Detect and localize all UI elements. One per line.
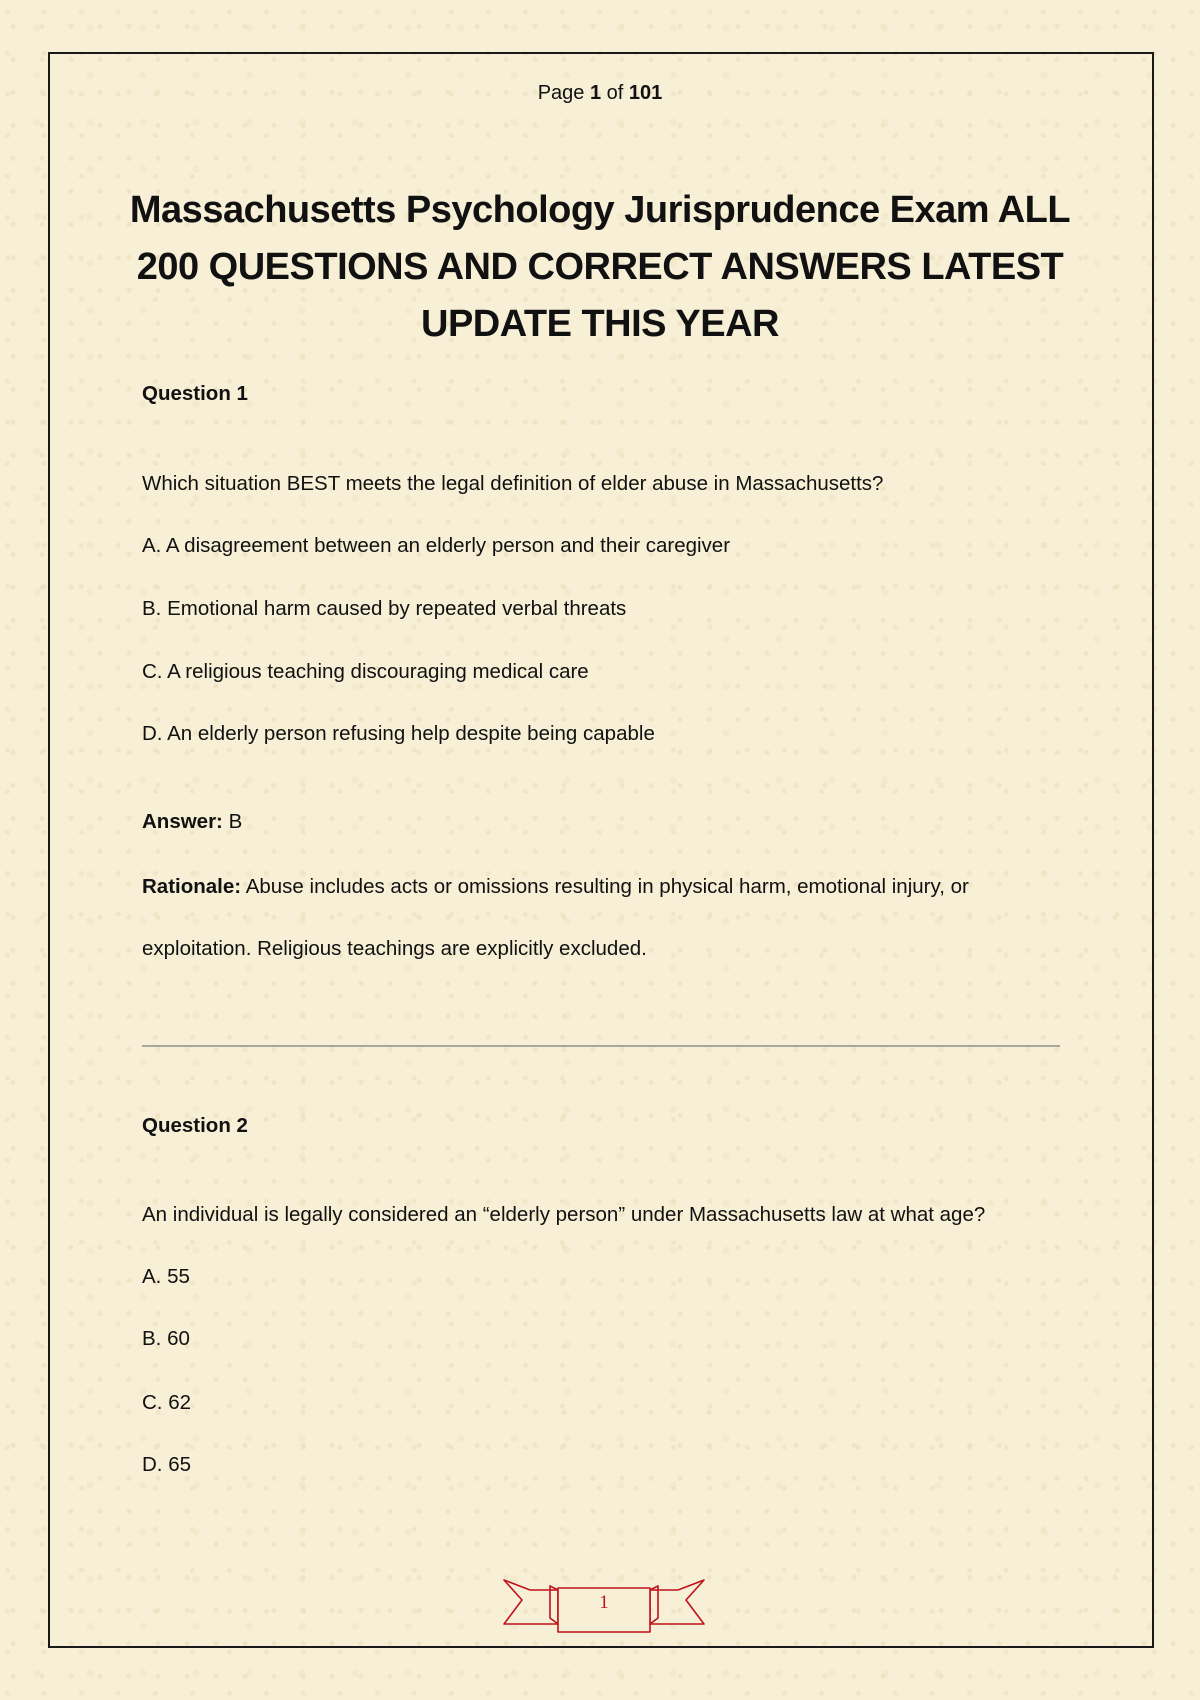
question-2-option-b: B. 60 xyxy=(142,1327,190,1350)
page-number-ribbon xyxy=(500,1572,708,1638)
rationale-text-line-1: Abuse includes acts or omissions resulting in physical harm, emotional injury, or xyxy=(245,875,969,898)
question-2-option-a: A. 55 xyxy=(142,1265,190,1288)
page-of-word: of xyxy=(606,82,624,104)
question-1-rationale xyxy=(142,875,969,899)
total-pages-number: 101 xyxy=(628,82,663,104)
question-1-heading: Question 1 xyxy=(142,382,248,405)
question-2-text: An individual is legally considered an “elderly person” under Massachusetts law at what age? xyxy=(142,1203,986,1226)
question-2-option-c: C. 62 xyxy=(142,1391,191,1414)
question-divider xyxy=(142,1045,1060,1047)
current-page-number: 1 xyxy=(589,82,602,104)
page-prefix: Page xyxy=(537,82,585,104)
title-line-1: Massachusetts Psychology Jurisprudence Exam ALL xyxy=(129,189,1071,231)
title-line-2: 200 QUESTIONS AND CORRECT ANSWERS LATEST xyxy=(136,246,1064,288)
question-1-option-c: C. A religious teaching discouraging medical care xyxy=(142,660,589,683)
question-1-option-d: D. An elderly person refusing help despite being capable xyxy=(142,722,655,745)
question-1-option-a: A. A disagreement between an elderly person and their caregiver xyxy=(142,534,731,557)
question-1-text: Which situation BEST meets the legal definition of elder abuse in Massachusetts? xyxy=(142,472,884,495)
answer-label: Answer: xyxy=(142,810,223,833)
question-1-option-b: B. Emotional harm caused by repeated verbal threats xyxy=(142,597,627,620)
document-title xyxy=(120,182,1080,353)
page-header xyxy=(0,82,1200,105)
question-2-heading: Question 2 xyxy=(142,1114,248,1137)
answer-value: B xyxy=(228,810,243,833)
rationale-text-line-2: exploitation. Religious teachings are explicitly excluded. xyxy=(142,937,647,960)
rationale-label: Rationale: xyxy=(142,875,242,898)
footer-page-number: 1 xyxy=(599,1592,609,1613)
title-line-3: UPDATE THIS YEAR xyxy=(421,303,779,345)
question-2-option-d: D. 65 xyxy=(142,1453,191,1476)
question-1-answer xyxy=(142,810,242,834)
